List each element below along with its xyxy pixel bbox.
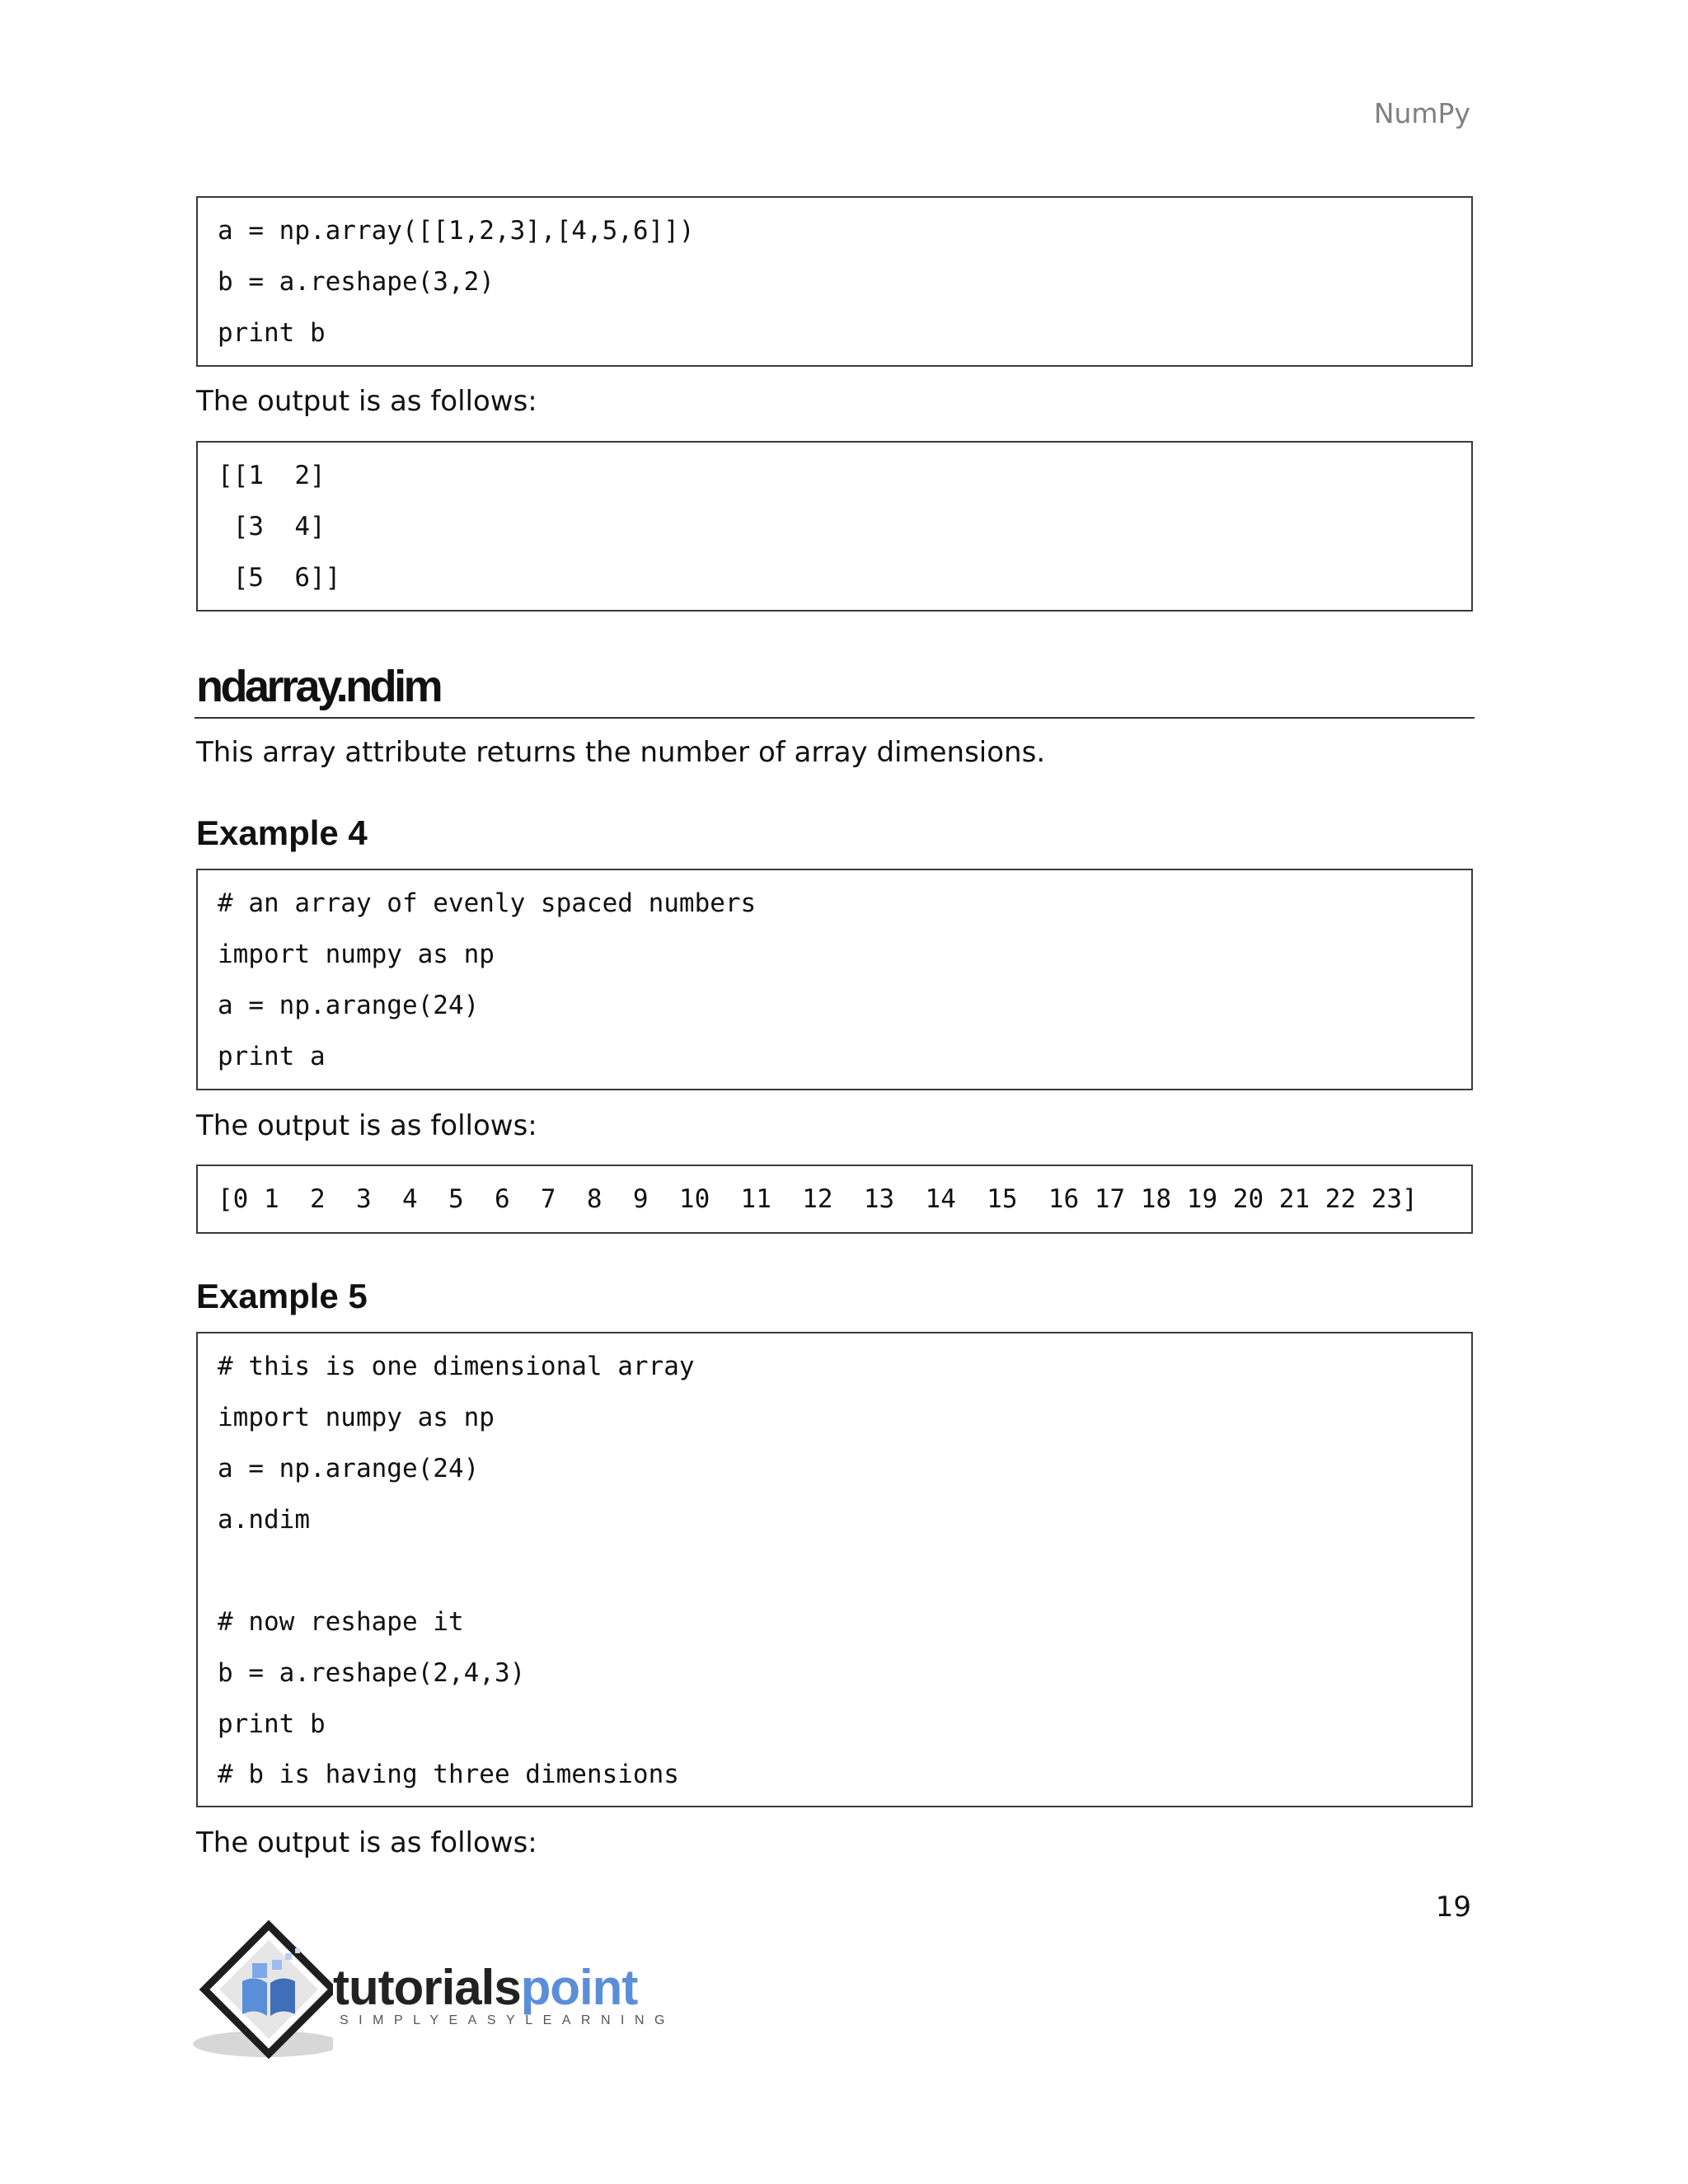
output-line: [5 6]] <box>218 563 341 593</box>
code-block <box>196 1332 1473 1807</box>
logo-tagline: SIMPLYEASYLEARNING <box>340 2013 675 2027</box>
section-divider <box>195 717 1475 719</box>
code-line: print a <box>218 1042 326 1071</box>
code-line: a = np.arange(24) <box>218 1454 480 1483</box>
output-block <box>196 441 1473 612</box>
section-heading: ndarray.ndim <box>196 662 441 711</box>
code-line: print b <box>218 318 326 348</box>
code-line: # this is one dimensional array <box>218 1352 695 1381</box>
code-line: import numpy as np <box>218 940 495 969</box>
output-label: The output is as follows: <box>196 1826 537 1859</box>
output-line: [0 1 2 3 4 5 6 7 8 9 10 11 12 13 14 15 16 17 18 19 20 21 22 23] <box>218 1184 1418 1214</box>
output-block <box>196 1165 1473 1234</box>
page-header-title: NumPy <box>1373 97 1470 129</box>
code-line: a.ndim <box>218 1505 310 1535</box>
code-line: b = a.reshape(3,2) <box>218 267 495 297</box>
output-line: [[1 2] <box>218 461 326 490</box>
section-description: This array attribute returns the number of array dimensions. <box>196 736 1046 769</box>
logo-wordmark: tutorialspoint <box>333 1960 638 2015</box>
tutorialspoint-logo <box>193 1920 687 2069</box>
output-line: [3 4] <box>218 512 326 541</box>
output-label: The output is as follows: <box>196 1109 537 1142</box>
code-line: import numpy as np <box>218 1403 495 1432</box>
code-line: a = np.arange(24) <box>218 991 480 1020</box>
code-block <box>196 196 1473 367</box>
example-heading: Example 5 <box>196 1277 368 1315</box>
code-line: # b is having three dimensions <box>218 1760 679 1789</box>
code-line: # now reshape it <box>218 1607 464 1637</box>
code-line: a = np.array([[1,2,3],[4,5,6]]) <box>218 216 695 246</box>
page-number: 19 <box>1435 1891 1471 1924</box>
code-line: b = a.reshape(2,4,3) <box>218 1658 526 1688</box>
code-block <box>196 869 1473 1090</box>
code-line: # an array of evenly spaced numbers <box>218 888 757 918</box>
logo-emblem-icon <box>193 1920 333 2069</box>
code-line: print b <box>218 1709 326 1739</box>
output-label: The output is as follows: <box>196 385 537 418</box>
example-heading: Example 4 <box>196 813 368 852</box>
